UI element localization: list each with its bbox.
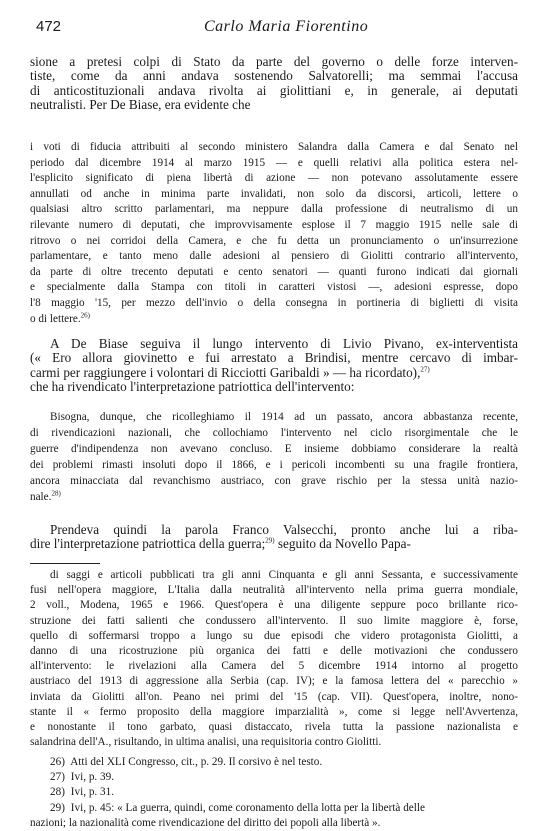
footnote-text: nazioni; la nazionalità come rivendicazione del diritto dei popoli alla libertà ». — [30, 816, 381, 829]
quote-line: e specialmente dalla Stampa con titoli in caratteri vistosi —, adesioni espresse, dopo — [30, 281, 518, 294]
footnote-28 — [30, 785, 518, 800]
quote-line: da parte di oltre trecento deputati e cento senatori — quanti furono indicati dai giornali — [30, 265, 518, 278]
quote-line — [30, 312, 518, 328]
quote-line: parlamentare, e tanto meno dalle adesioni al pensiero di Giolitti contrario all'intervento, — [30, 250, 518, 263]
quote-line: guerre d'indipendenza non avevano concluso. E insieme dobbiamo considerare la realtà — [30, 443, 518, 455]
footnote-ref: 27) — [420, 365, 430, 374]
text-line — [30, 366, 518, 380]
footnote-26 — [30, 755, 518, 770]
footnote-text: Ivi, p. 39. — [70, 771, 114, 784]
paragraph-3 — [30, 523, 518, 552]
footnote-text: Ivi, p. 45: « La guerra, quindi, come coronamento della lotta per la libertà delle — [70, 801, 425, 814]
footnote-29-cont — [30, 816, 518, 831]
quote-line: annullati od anche in minima parte invalidati, non solo da discorsi, articoli, lettere o — [30, 187, 518, 200]
footnote-29 — [30, 801, 518, 816]
paragraph-1 — [30, 55, 518, 112]
footnote-number: 27) — [50, 771, 65, 784]
footnote-number: 29) — [50, 801, 65, 814]
quote-line: i voti di fiducia attribuiti al secondo ministero Salandra dalla Camera e dal Senato nel — [30, 141, 518, 153]
footnote-line: struzione dei fatti salienti che condussero all'intervento. Il suo limite maggiore è, forse, — [30, 614, 518, 627]
footnote-number: 28) — [50, 786, 65, 799]
footnote-line: all'intervento: le rivelazioni alla Camera del 5 dicembre 1914 intorno al progetto — [30, 660, 518, 673]
paragraph-2 — [30, 337, 518, 394]
footnote-continuation — [30, 568, 518, 750]
quote-line: ritrovo o nei corridoi della Camera, e che fu detta un pronunciamento o un'insurrezione — [30, 234, 518, 247]
quote-line: dei problemi rimasti insoluti dopo il 1866, e i pericoli incombenti su una fragile frontiera, — [30, 459, 518, 471]
text-line-text: carmi per raggiungere i volontari di Ricciotti Garibaldi » — ha ricordato), — [30, 365, 421, 380]
running-head: Carlo Maria Fiorentino — [204, 18, 369, 35]
footnote-line: inviata da Giolitti all'on. Peano nei primi del '15 (cap. VII). Quest'opera, inoltre, nono- — [30, 690, 518, 703]
footnote-text: Atti del XLI Congresso, cit., p. 29. Il corsivo è nel testo. — [70, 756, 323, 768]
footnote-line: e nonostante il tono garbato, quasi distaccato, rivela tutta la passione nazionalista e — [30, 721, 518, 734]
text-line: che ha rivendicato l'interpretazione patriottica dell'intervento: — [30, 379, 355, 394]
footnote-line: 2 voll., Modena, 1965 e 1966. Quest'opera è una diligente seppure poco brillante rico- — [30, 599, 518, 612]
quote-line-text: o di lettere. — [30, 312, 81, 325]
text-line: tiste, come da anni andava sostenendo Salvatorelli; ma semmai l'accusa — [30, 69, 518, 84]
footnotes-list — [30, 755, 518, 831]
text-line: A De Biase seguiva il lungo intervento di Livio Pivano, ex-interventista — [50, 337, 518, 351]
quote-line: l'8 maggio '15, per mezzo dell'invio o della consegna in portineria di biglietti di visita — [30, 296, 518, 309]
block-quote-1 — [30, 140, 518, 327]
footnote-ref: 26) — [80, 311, 90, 319]
page-number: 472 — [36, 18, 62, 35]
quote-line-text: nale. — [30, 491, 52, 503]
footnote-ref: 28) — [51, 489, 61, 498]
text-line: (« Ero allora giovinetto e fui arrestato a Brindisi, mentre cercavo di imbar- — [30, 351, 518, 366]
footnote-line: stante il « fermo proposito della maggiore imparzialità », come si legge nell'Avvertenza, — [30, 705, 518, 718]
footnote-line: fusi nell'opera maggiore, L'Italia dalla neutralità all'intervento nella prima guerra mondiale, — [30, 584, 518, 597]
quote-line: qualsiasi altro scritto parlamentari, ma neppure dalla professione di neutralismo di un — [30, 203, 518, 216]
quote-line: Bisogna, dunque, che ricolleghiamo il 1914 ad un passato, ancora abbastanza recente, — [50, 411, 518, 423]
footnote-line: danno di una ricostruzione più organica dei fatti e delle motivazioni che condussero — [30, 645, 518, 658]
page-header — [36, 18, 514, 40]
text-line: di anticostituzionali andava rivolta ai giolittiani e, in generale, ai deputati — [30, 83, 518, 98]
footnote-line: salandrina dell'A., risultando, in ultima analisi, una requisitoria contro Giolitti. — [30, 736, 382, 749]
quote-line: l'esplicito significato di piena libertà di azione — non potevano assolutamente essere — [30, 172, 518, 185]
quote-line — [30, 489, 518, 505]
text-line — [30, 537, 518, 551]
text-line-text: dire l'interpretazione patriottica della guerra; — [30, 537, 266, 552]
text-line: sione a pretesi colpi di Stato da parte del governo o delle forze interven- — [30, 55, 518, 69]
footnote-line: quello di soffermarsi troppo a lungo su due episodi che videro protagonista Giolitti, a — [30, 629, 518, 642]
text-line: neutralisti. Per De Biase, era evidente che — [30, 97, 251, 112]
footnote-ref: 29) — [265, 537, 275, 545]
quote-line: periodo dal dicembre 1914 al marzo 1915 — e quelli relativi alla politica estera nel- — [30, 156, 518, 169]
footnote-27 — [30, 770, 518, 785]
footnote-number: 26) — [50, 756, 65, 768]
text-line: Prendeva quindi la parola Franco Valsecchi, pronto anche lui a riba- — [50, 523, 518, 537]
footnote-text: Ivi, p. 31. — [70, 786, 114, 799]
quote-line: ancora minacciata dal revanchismo austriaco, con grave rischio per la stessa unità nazio- — [30, 475, 518, 487]
footnote-separator — [30, 563, 100, 564]
footnote-line: di saggi e articoli pubblicati tra gli anni Cinquanta e gli anni Sessanta, e successivamente — [50, 569, 518, 581]
quote-line: rilevante numero di deputati, che improvvisamente esplose il 7 maggio 1915 nelle sale di — [30, 218, 518, 231]
text-line-text: seguito da Novello Papa- — [277, 537, 411, 552]
block-quote-2 — [30, 409, 518, 505]
quote-line: di rivendicazioni nazionali, che collochiamo l'intervento nel ciclo risorgimentale che le — [30, 427, 518, 439]
footnote-line: austriaco del 1913 di aggressione alla Serbia (cap. IV); e la famosa lettera del « parecchio » — [30, 675, 518, 688]
